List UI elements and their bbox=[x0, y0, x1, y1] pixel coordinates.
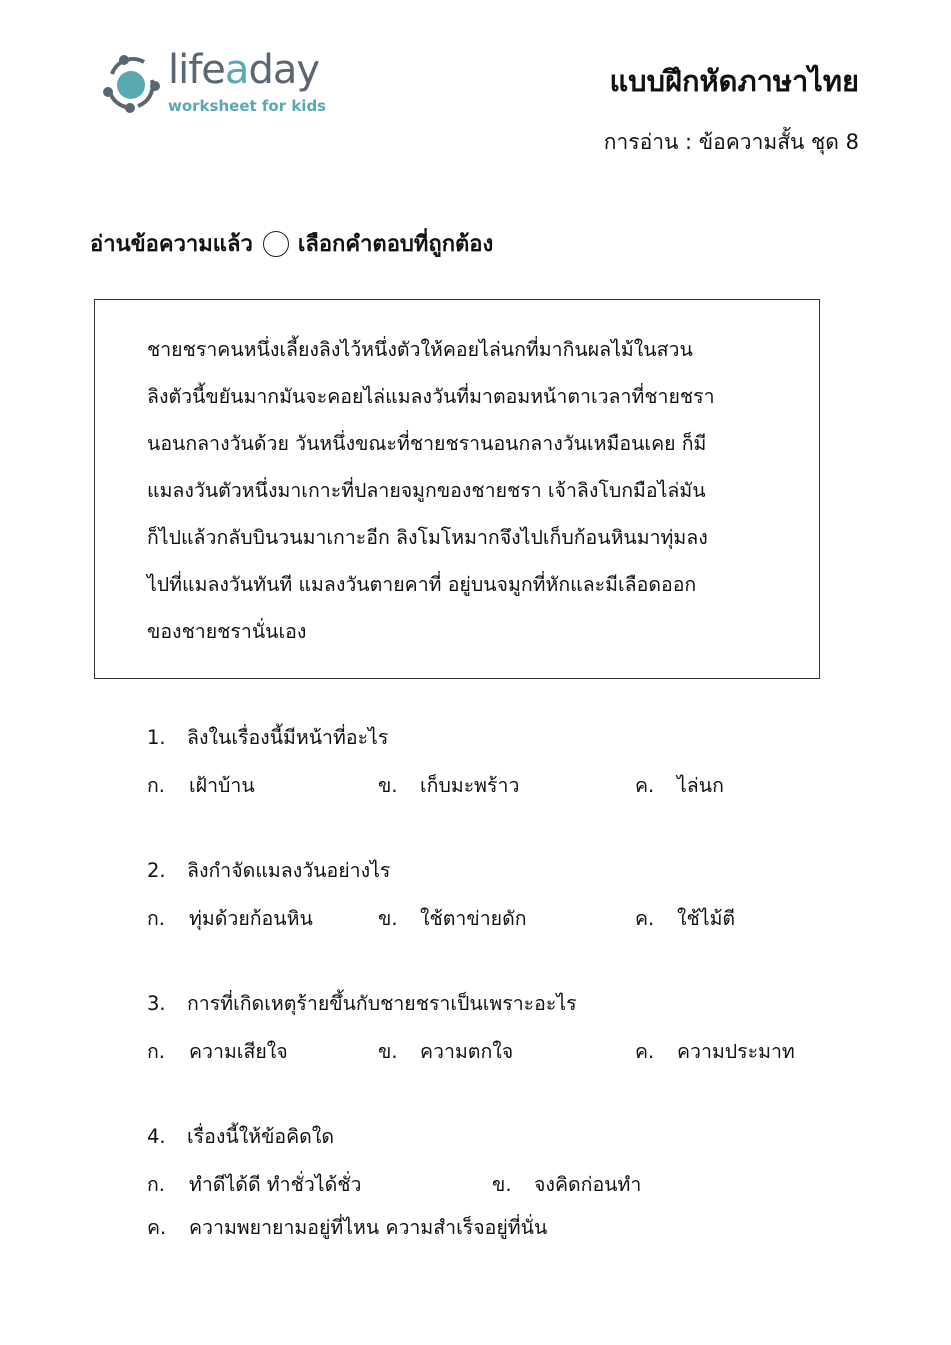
option-label: ก. bbox=[147, 774, 166, 797]
question-1 bbox=[147, 722, 388, 753]
passage-line: ของชายชรานั่นเอง bbox=[147, 620, 307, 643]
passage-line: ชายชราคนหนึ่งเลี้ยงลิงไว้หนึ่งตัวให้คอยไล่นกที่มากินผลไม้ในสวน bbox=[147, 338, 693, 361]
passage-line: ก็ไปแล้วกลับบินวนมาเกาะอีก ลิงโมโหมากจึงไปเก็บก้อนหินมาทุ่มลง bbox=[147, 526, 708, 549]
question-4-option-a[interactable] bbox=[147, 1169, 361, 1200]
circle-icon bbox=[263, 231, 289, 257]
question-3-option-b[interactable] bbox=[378, 1036, 513, 1067]
option-label: ค. bbox=[635, 1040, 655, 1063]
question-3-option-a[interactable] bbox=[147, 1036, 288, 1067]
option-label: ข. bbox=[378, 907, 398, 930]
question-text: เรื่องนี้ให้ข้อคิดใด bbox=[187, 1125, 335, 1148]
question-number: 1. bbox=[147, 726, 166, 749]
option-text: ทุ่มด้วยก้อนหิน bbox=[189, 907, 313, 930]
logo-tagline: worksheet for kids bbox=[168, 97, 327, 115]
question-2 bbox=[147, 855, 390, 886]
question-text: การที่เกิดเหตุร้ายขึ้นกับชายชราเป็นเพราะอะไร bbox=[187, 992, 577, 1015]
question-number: 4. bbox=[147, 1125, 166, 1148]
instruction-text-after: เลือกคำตอบที่ถูกต้อง bbox=[297, 232, 494, 257]
passage-line: แมลงวันตัวหนึ่งมาเกาะที่ปลายจมูกของชายชรา เจ้าลิงโบกมือไล่มัน bbox=[147, 479, 706, 502]
passage-line: นอนกลางวันด้วย วันหนึ่งขณะที่ชายชรานอนกลางวันเหมือนเคย ก็มี bbox=[147, 432, 707, 455]
question-1-option-c[interactable] bbox=[635, 770, 724, 801]
question-text: ลิงกำจัดแมลงวันอย่างไร bbox=[187, 859, 391, 882]
question-2-option-a[interactable] bbox=[147, 903, 313, 934]
question-3 bbox=[147, 988, 577, 1019]
question-1-option-a[interactable] bbox=[147, 770, 255, 801]
option-text: ทำดีได้ดี ทำชั่วได้ชั่ว bbox=[189, 1173, 362, 1196]
passage-box bbox=[94, 299, 820, 679]
question-text: ลิงในเรื่องนี้มีหน้าที่อะไร bbox=[187, 726, 389, 749]
passage-line: ลิงตัวนี้ขยันมากมันจะคอยไล่แมลงวันที่มาตอมหน้าตาเวลาที่ชายชรา bbox=[147, 385, 715, 408]
logo bbox=[100, 47, 340, 120]
worksheet-subtitle: การอ่าน : ข้อความสั้น ชุด 8 bbox=[603, 130, 859, 154]
question-1-option-b[interactable] bbox=[378, 770, 519, 801]
option-label: ค. bbox=[635, 774, 655, 797]
option-text: เฝ้าบ้าน bbox=[189, 774, 255, 797]
option-label: ข. bbox=[378, 1040, 398, 1063]
instruction bbox=[90, 226, 493, 261]
option-text: ความเสียใจ bbox=[189, 1040, 288, 1063]
option-label: ค. bbox=[635, 907, 655, 930]
question-4-option-c[interactable] bbox=[147, 1212, 547, 1243]
option-text: ไล่นก bbox=[677, 774, 724, 797]
question-2-option-c[interactable] bbox=[635, 903, 735, 934]
option-label: ก. bbox=[147, 1173, 166, 1196]
option-text: ใช้ตาข่ายดัก bbox=[420, 907, 527, 930]
question-number: 2. bbox=[147, 859, 166, 882]
worksheet-title: แบบฝึกหัดภาษาไทย bbox=[609, 64, 859, 98]
option-label: ข. bbox=[492, 1173, 512, 1196]
option-label: ก. bbox=[147, 1040, 166, 1063]
logo-icon bbox=[100, 52, 162, 114]
option-label: ข. bbox=[378, 774, 398, 797]
option-text: ความตกใจ bbox=[420, 1040, 514, 1063]
option-text: ความพยายามอยู่ที่ไหน ความสำเร็จอยู่ที่นั่น bbox=[189, 1216, 548, 1239]
passage-line: ไปที่แมลงวันทันที แมลงวันตายคาที่ อยู่บนจมูกที่หักและมีเลือดออก bbox=[147, 573, 697, 596]
logo-wordmark: lifeaday bbox=[168, 47, 320, 93]
question-4 bbox=[147, 1121, 334, 1152]
option-text: เก็บมะพร้าว bbox=[420, 774, 520, 797]
question-4-option-b[interactable] bbox=[492, 1169, 641, 1200]
question-3-option-c[interactable] bbox=[635, 1036, 795, 1067]
option-label: ค. bbox=[147, 1216, 167, 1239]
question-2-option-b[interactable] bbox=[378, 903, 527, 934]
option-text: จงคิดก่อนทำ bbox=[534, 1173, 642, 1196]
option-label: ก. bbox=[147, 907, 166, 930]
option-text: ใช้ไม้ตี bbox=[677, 907, 736, 930]
question-number: 3. bbox=[147, 992, 166, 1015]
option-text: ความประมาท bbox=[677, 1040, 795, 1063]
instruction-text-before: อ่านข้อความแล้ว bbox=[90, 232, 253, 257]
